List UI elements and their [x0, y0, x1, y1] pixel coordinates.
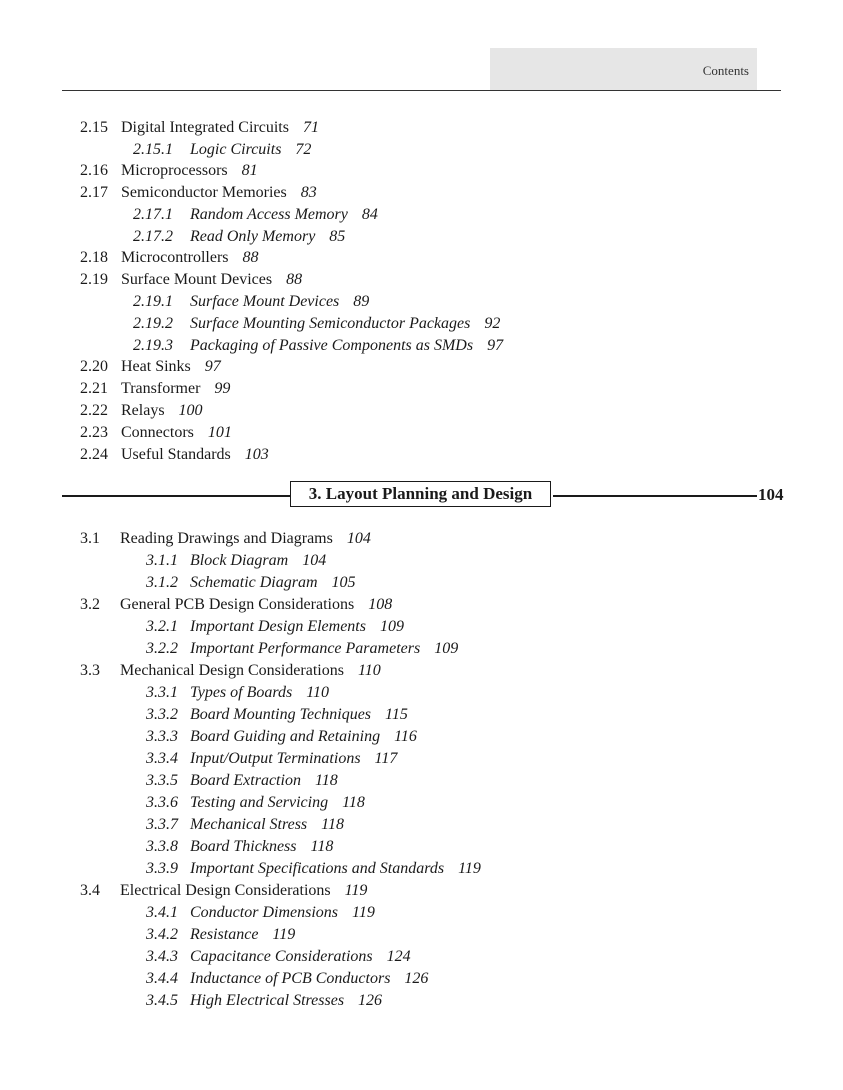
toc-page: 110: [357, 662, 381, 679]
toc-number: 2.16: [80, 162, 108, 179]
toc-number: 2.24: [80, 446, 108, 463]
toc-title: Surface Mounting Semiconductor Packages: [190, 315, 471, 332]
toc-number: 2.19: [80, 271, 108, 288]
toc-page: 126: [358, 992, 383, 1009]
toc-page: 104: [302, 552, 327, 569]
toc-title: Types of Boards: [190, 684, 293, 701]
toc-page: 81: [241, 162, 258, 179]
toc-page: 118: [342, 794, 365, 811]
running-header: Contents: [702, 63, 749, 78]
toc-page: 88: [242, 249, 259, 266]
toc-title: Important Specifications and Standards: [190, 860, 445, 877]
toc-number: 3.2.2: [146, 640, 178, 657]
toc-title: Heat Sinks: [121, 358, 191, 375]
toc-title: Block Diagram: [190, 552, 289, 569]
toc-number: 3.1.2: [146, 574, 178, 591]
toc-title: Board Guiding and Retaining: [190, 728, 381, 745]
toc-number: 2.15: [80, 119, 108, 136]
toc-number: 2.19.2: [133, 315, 173, 332]
toc-page: 83: [300, 184, 317, 201]
toc-number: 2.15.1: [133, 141, 173, 158]
toc-page: 108: [368, 596, 393, 613]
toc-title: Random Access Memory: [190, 206, 348, 223]
toc-page: 119: [458, 860, 481, 877]
toc-number: 2.21: [80, 380, 108, 397]
toc-page: 104: [346, 530, 371, 547]
toc-title: Board Mounting Techniques: [190, 706, 372, 723]
toc-title: High Electrical Stresses: [190, 992, 345, 1009]
toc-title: Semiconductor Memories: [121, 184, 287, 201]
toc-number: 2.17.1: [133, 206, 173, 223]
toc-title: Digital Integrated Circuits: [121, 119, 289, 136]
toc-title: Board Extraction: [190, 772, 301, 789]
toc-page: 109: [434, 640, 459, 657]
toc-number: 3.4.4: [146, 970, 178, 987]
toc-page: 110: [306, 684, 330, 701]
toc-number: 2.22: [80, 402, 108, 419]
toc-page: 88: [286, 271, 303, 288]
toc-number: 3.3.4: [146, 750, 178, 767]
toc-title: Schematic Diagram: [190, 574, 318, 591]
toc-title: Packaging of Passive Components as SMDs: [190, 337, 474, 354]
toc-title: Mechanical Design Considerations: [120, 662, 344, 679]
toc-page: 71: [302, 119, 319, 136]
toc-page: 124: [386, 948, 411, 965]
toc-page: 119: [272, 926, 296, 943]
toc-title: General PCB Design Considerations: [120, 596, 355, 613]
toc-page: 118: [321, 816, 344, 833]
toc-page: 119: [352, 904, 375, 921]
toc-title: Capacitance Considerations: [190, 948, 373, 965]
toc-number: 3.4.3: [146, 948, 178, 965]
toc-number: 3.3.5: [146, 772, 178, 789]
chapter-rule-left: [62, 495, 290, 497]
toc-number: 3.3.2: [146, 706, 178, 723]
toc-title: Resistance: [190, 926, 259, 943]
toc-title: Input/Output Terminations: [190, 750, 361, 767]
toc-title: Read Only Memory: [190, 228, 316, 245]
toc-page: 118: [314, 772, 338, 789]
toc-number: 3.4.1: [146, 904, 178, 921]
toc-number: 2.17.2: [133, 228, 173, 245]
toc-number: 3.3.8: [146, 838, 178, 855]
toc-number: 3.4.2: [146, 926, 178, 943]
toc-title: Mechanical Stress: [190, 816, 308, 833]
toc-title: Surface Mount Devices: [121, 271, 273, 288]
toc-title: Reading Drawings and Diagrams: [120, 530, 333, 547]
chapter-heading[interactable]: [62, 481, 782, 511]
toc-title: Useful Standards: [121, 446, 231, 463]
toc-title: Transformer: [121, 380, 201, 397]
toc-page: 97: [487, 337, 504, 354]
toc-number: 2.20: [80, 358, 108, 375]
chapter-page: 104: [758, 485, 784, 504]
toc-page: 101: [207, 424, 232, 441]
toc-number: 3.3.9: [146, 860, 178, 877]
toc-title: Board Thickness: [190, 838, 297, 855]
toc-title: Microcontrollers: [121, 249, 229, 266]
toc-title: Testing and Servicing: [190, 794, 329, 811]
toc-page: 117: [374, 750, 398, 767]
toc-page: 118: [310, 838, 334, 855]
toc-number: 3.1.1: [146, 552, 178, 569]
toc-page: 84: [361, 206, 378, 223]
toc-page: 115: [385, 706, 408, 723]
toc-number: 3.3: [80, 662, 100, 679]
toc-number: 2.19.3: [133, 337, 173, 354]
toc-number: 3.3.3: [146, 728, 178, 745]
toc-page: 92: [484, 315, 501, 332]
toc-page: 105: [331, 574, 356, 591]
toc-page: 116: [394, 728, 417, 745]
toc-number: 3.3.1: [146, 684, 178, 701]
toc-number: 2.18: [80, 249, 108, 266]
toc-page: 100: [178, 402, 203, 419]
toc-title: Surface Mount Devices: [190, 293, 340, 310]
toc-title: Important Performance Parameters: [190, 640, 421, 657]
toc-page: 97: [204, 358, 221, 375]
toc-number: 3.2.1: [146, 618, 178, 635]
chapter-rule-right: [553, 495, 757, 497]
toc-number: 3.3.7: [146, 816, 178, 833]
toc-title: Inductance of PCB Conductors: [190, 970, 391, 987]
toc-page: 89: [353, 293, 370, 310]
toc-title: Electrical Design Considerations: [120, 882, 331, 899]
toc-number: 3.3.6: [146, 794, 178, 811]
toc-title: Important Design Elements: [190, 618, 366, 635]
toc-number: 3.2: [80, 596, 100, 613]
toc-page: 103: [244, 446, 269, 463]
toc-page: 109: [379, 618, 404, 635]
toc-title: Logic Circuits: [190, 141, 282, 158]
toc-page: 85: [329, 228, 346, 245]
toc-title: Microprocessors: [121, 162, 228, 179]
toc-page: 126: [404, 970, 429, 987]
toc-number: 3.4.5: [146, 992, 178, 1009]
chapter-title: 3. Layout Planning and Design: [290, 481, 551, 507]
toc-page: 119: [344, 882, 368, 899]
toc-title: Conductor Dimensions: [190, 904, 338, 921]
toc-number: 2.19.1: [133, 293, 173, 310]
header-rule: [62, 90, 781, 91]
toc-number: 3.1: [80, 530, 100, 547]
toc-number: 2.23: [80, 424, 108, 441]
toc-title: Relays: [121, 402, 165, 419]
toc-page: 99: [214, 380, 231, 397]
toc-number: 2.17: [80, 184, 108, 201]
toc-number: 3.4: [80, 882, 100, 899]
toc-page: 72: [295, 141, 312, 158]
toc-title: Connectors: [121, 424, 194, 441]
